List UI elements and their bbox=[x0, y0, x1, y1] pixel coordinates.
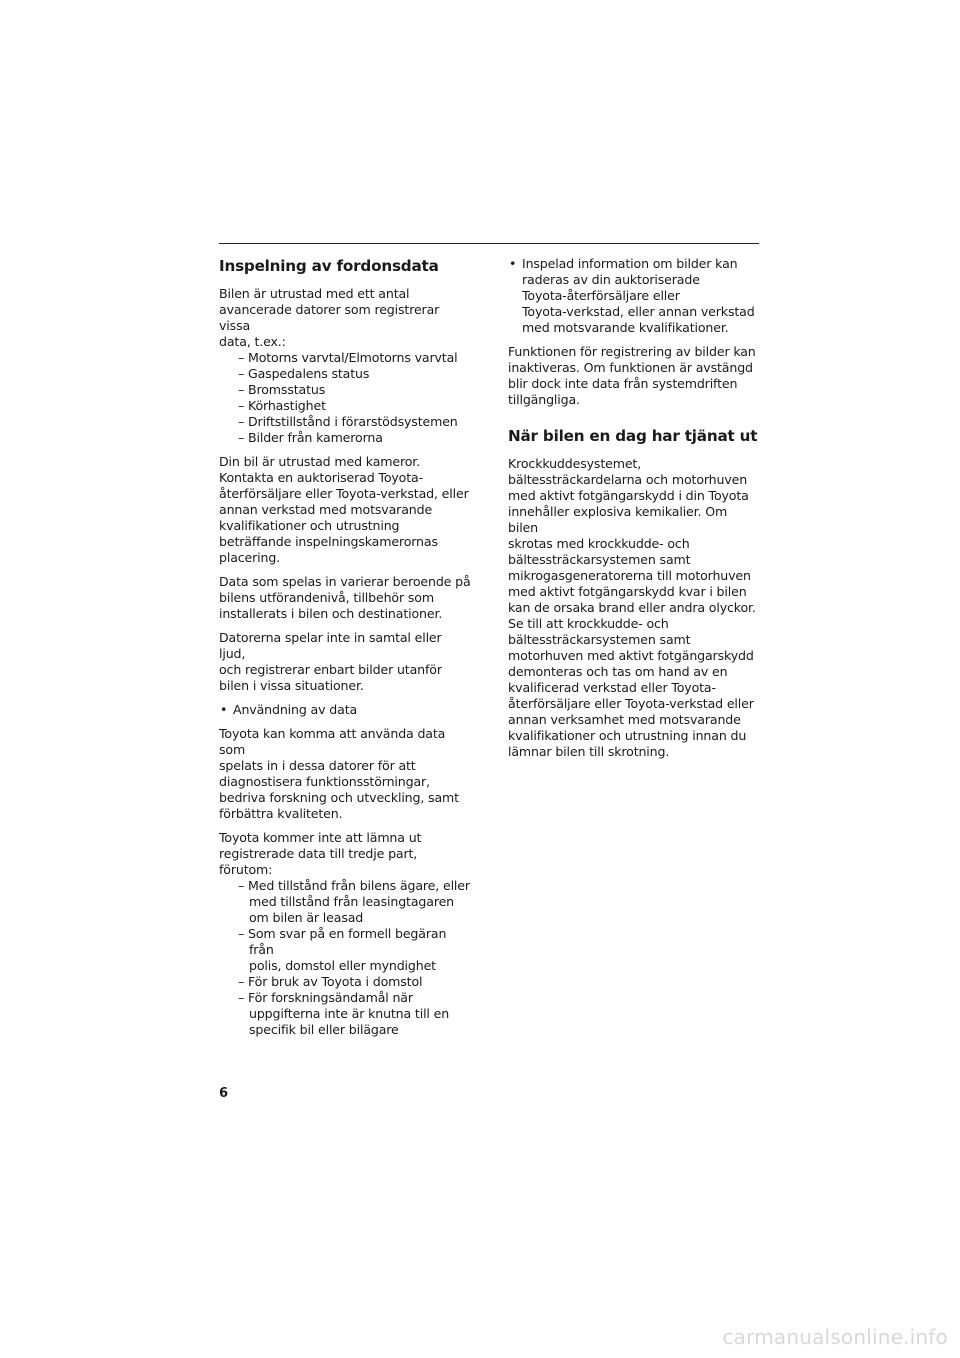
section-heading-scrapping: När bilen en dag har tjänat ut bbox=[508, 427, 758, 445]
bullet-icon: • bbox=[509, 256, 517, 271]
right-column bbox=[508, 256, 760, 768]
recorded-data-list bbox=[219, 350, 471, 446]
list-item: – Driftstillstånd i förarstödsystemen bbox=[238, 414, 458, 429]
usage-bullet-text: Användning av data bbox=[233, 702, 358, 717]
list-item: – För bruk av Toyota i domstol bbox=[238, 974, 423, 989]
section-heading-recording: Inspelning av fordonsdata bbox=[219, 257, 439, 275]
deletion-bullet-text: Inspelad information om bilder kan raderas av din auktoriserade Toyota-återförsäljare eller Toyota-verkstad, eller annan verkstad med motsvarande kvalifikationer. bbox=[522, 256, 755, 335]
deletion-bullet bbox=[508, 256, 760, 336]
footer-watermark: carmanualsonline.info bbox=[722, 1325, 948, 1349]
list-item: – Motorns varvtal/Elmotorns varvtal bbox=[238, 350, 458, 365]
list-item: – Bromsstatus bbox=[238, 382, 326, 397]
list-item: – Körhastighet bbox=[238, 398, 326, 413]
left-column bbox=[219, 256, 471, 1046]
bullet-icon: • bbox=[220, 702, 228, 717]
deactivation-paragraph: Funktionen för registrering av bilder kan inaktiveras. Om funktionen är avstängd blir dock inte data från systemdriften tillgängliga. bbox=[508, 344, 756, 407]
usage-bullet bbox=[219, 702, 471, 718]
exceptions-list bbox=[219, 878, 471, 1038]
data-varies-paragraph: Data som spelas in varierar beroende på bilens utförandenivå, tillbehör som installerats i bilen och destinationer. bbox=[219, 574, 471, 621]
list-item: – Gaspedalens status bbox=[238, 366, 370, 381]
usage-paragraph: Toyota kan komma att använda data som spelats in i dessa datorer för att diagnostisera funktionsstörningar, bedriva forskning och utveckling, samt förbättra kvaliteten. bbox=[219, 726, 459, 821]
list-item: – Med tillstånd från bilens ägare, eller med tillstånd från leasingtagaren om bilen är leasad bbox=[238, 878, 470, 925]
top-divider bbox=[219, 243, 759, 244]
computers-paragraph: Datorerna spelar inte in samtal eller ljud, och registrerar enbart bilder utanför bilen i vissa situationer. bbox=[219, 630, 442, 693]
camera-paragraph: Din bil är utrustad med kameror. Kontakta en auktoriserad Toyota- återförsäljare eller Toyota-verkstad, eller annan verkstad med motsvarande kvalifikationer och utrustning beträffande inspelningskamerornas placering. bbox=[219, 454, 469, 565]
list-item: – För forskningsändamål när uppgifterna inte är knutna till en specifik bil eller bilägare bbox=[238, 990, 450, 1037]
intro-paragraph: Bilen är utrustad med ett antal avancerade datorer som registrerar vissa data, t.ex.: bbox=[219, 286, 440, 349]
page-number: 6 bbox=[219, 1086, 229, 1101]
disclosure-paragraph: Toyota kommer inte att lämna ut registrerade data till tredje part, förutom: bbox=[219, 830, 422, 877]
list-item: – Bilder från kamerorna bbox=[238, 430, 383, 445]
list-item: – Som svar på en formell begäran från polis, domstol eller myndighet bbox=[238, 926, 447, 973]
scrapping-paragraph: Krockkuddesystemet, bältessträckardelarna och motorhuven med aktivt fotgängarskydd i din Toyota innehåller explosiva kemikalier. Om bilen skrotas med krockkudde- och bältessträckarsystemen samt mikrogasgeneratorerna till motorhuven med aktivt fotgängarskydd kvar i bilen kan de orsaka brand eller andra olyckor. Se till att krockkudde- och bältessträckarsystemen samt motorhuven med aktivt fotgängarskydd demonteras och tas om hand av en kvalificerad verkstad eller Toyota- återförsäljare eller Toyota-verkstad eller annan verksamhet med motsvarande kvalifikationer och utrustning innan du lämnar bilen till skrotning. bbox=[508, 456, 756, 759]
